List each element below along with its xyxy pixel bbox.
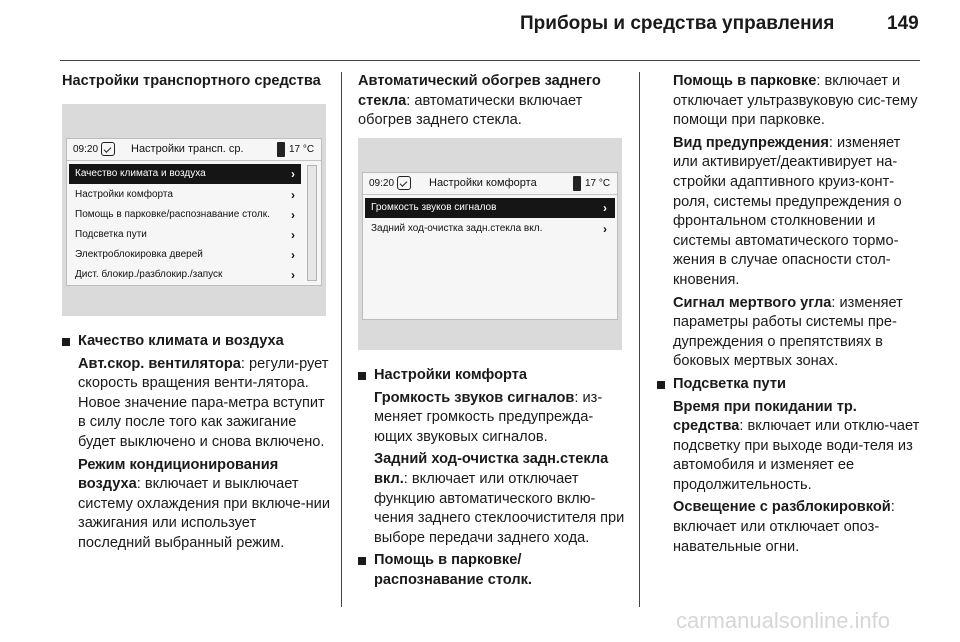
- paragraph: Авт.скор. вентилятора: регули-рует скорость вращения венти-лятора. Новое значение пара-метра вступит в силу после того как зажигание будет выключено и снова включено.: [78, 355, 329, 450]
- screen-temperature: 17 °C: [585, 178, 611, 189]
- chevron-right-icon: ›: [291, 208, 295, 222]
- bullet-heading: Подсветка пути: [657, 375, 925, 395]
- clock-icon: [101, 142, 115, 156]
- header-divider: [60, 60, 920, 61]
- column-divider: [639, 72, 640, 607]
- screen-title: Настройки комфорта: [429, 177, 537, 189]
- section-title: Настройки транспортного средства: [62, 73, 321, 89]
- watermark: carmanualsonline.info: [676, 608, 891, 633]
- screen-menu-item: Подсветка пути ›: [69, 225, 301, 245]
- column-3: [657, 72, 925, 560]
- screen-menu-item: Качество климата и воздуха ›: [69, 164, 301, 184]
- column-1-body: [62, 332, 332, 557]
- page-number: 149: [887, 13, 919, 34]
- chevron-right-icon: ›: [291, 167, 295, 181]
- paragraph: Сигнал мертвого угла: изменяет параметры работы системы пре-дупреждения о препятствиях в боковых мертвых зонах.: [673, 294, 903, 370]
- chevron-right-icon: ›: [603, 201, 607, 215]
- bullet-heading: Качество климата и воздуха: [62, 332, 332, 352]
- paragraph: Автоматический обогрев заднего стекла: автоматически включает обогрев заднего стекла.: [358, 73, 601, 129]
- paragraph: Задний ход-очистка задн.стекла вкл.: включает или отключает функцию автоматического вклю-чения заднего стеклоочистителя при выборе передачи заднего хода.: [374, 451, 625, 546]
- screen-menu-item: Электроблокировка дверей ›: [69, 245, 301, 265]
- screen-status-bar: [363, 173, 617, 195]
- column-2: [358, 72, 624, 134]
- paragraph: Время при покидании тр. средства: включает или отклю-чает подсветку при выходе води-теля из автомобиля и изменяет ее продолжительность.: [673, 398, 920, 493]
- bullet-heading: Настройки комфорта: [358, 366, 628, 386]
- chevron-right-icon: ›: [291, 268, 295, 282]
- screen-menu-item: Помощь в парковке/распознавание столк. ›: [69, 205, 301, 225]
- chevron-right-icon: ›: [291, 188, 295, 202]
- bullet-heading: Помощь в парковке/ распознавание столк.: [358, 551, 628, 590]
- screen-title: Настройки трансп. ср.: [131, 143, 244, 155]
- screen-image-vehicle-settings: [62, 104, 326, 316]
- chevron-right-icon: ›: [291, 248, 295, 262]
- column-1: [62, 72, 327, 95]
- chevron-right-icon: ›: [603, 222, 607, 236]
- screen-menu-item: Громкость звуков сигналов ›: [365, 198, 615, 218]
- column-2-body: [358, 366, 628, 594]
- paragraph: Режим кондиционирования воздуха: включает и выключает систему охлаждения при включе-нии зажигания или использует последний выбранный режим.: [78, 456, 330, 551]
- screen-image-comfort-settings: [358, 138, 622, 350]
- paragraph: Освещение с разблокировкой: включает или отключает опоз-навательные огни.: [673, 499, 895, 555]
- screen-menu-item: Дист. блокир./разблокир./запуск ›: [69, 265, 301, 285]
- page-header-title: Приборы и средства управления: [520, 13, 835, 34]
- thermometer-icon: [573, 176, 581, 191]
- thermometer-icon: [277, 142, 285, 157]
- chevron-right-icon: ›: [291, 228, 295, 242]
- paragraph: Громкость звуков сигналов: из-меняет громкость предупрежда-ющих звуковых сигналов.: [374, 389, 603, 445]
- screen-temperature: 17 °C: [289, 144, 315, 155]
- paragraph: Помощь в парковке: включает и отключает ультразвуковую сис-тему помощи при парковке.: [673, 73, 918, 129]
- screen-menu-item: Задний ход-очистка задн.стекла вкл. ›: [365, 219, 615, 239]
- column-divider: [341, 72, 342, 607]
- screen-menu-item: Настройки комфорта ›: [69, 185, 301, 205]
- screen-time: 09:20: [369, 178, 395, 189]
- screen-status-bar: [67, 139, 321, 161]
- screen-time: 09:20: [73, 144, 99, 155]
- paragraph: Вид предупреждения: изменяет или активирует/деактивирует на-стройки адаптивного круиз-конт-роля, системы предупреждения о фронтальном столкновении и системы автоматического тормо-жения в случае опасности стол-кновения.: [673, 134, 902, 288]
- screen-scrollbar: [307, 165, 317, 281]
- clock-icon: [397, 176, 411, 190]
